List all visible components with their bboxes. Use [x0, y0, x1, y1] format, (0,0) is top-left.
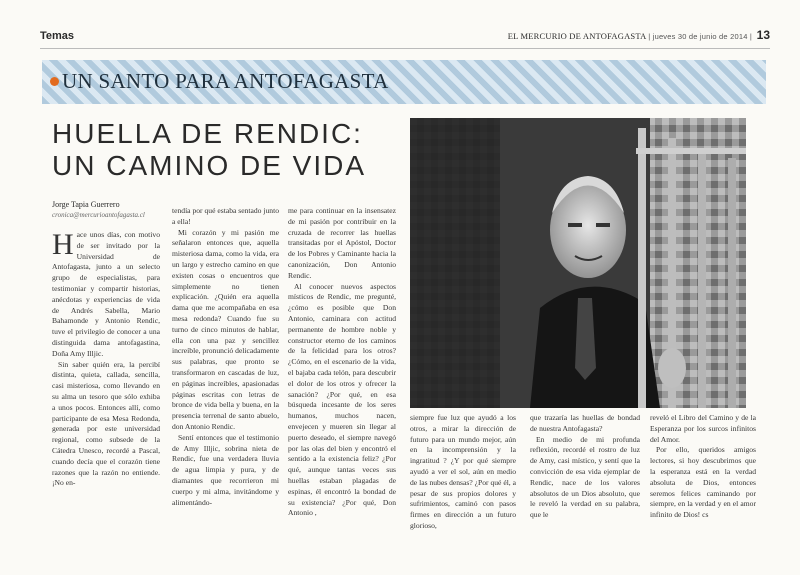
paragraph: Por ello, queridos amigos lectores, si hoy descubrimos que la esperanza está en la verdad absoluta de Dios, entonces seremos felices caminando por siempre, en la verdad y en el amor infinito de Dios! cs — [650, 445, 756, 520]
article-column-3 — [288, 206, 396, 540]
byline-author: Jorge Tapia Guerrero — [52, 200, 120, 209]
paragraph: que trazaría las huellas de bondad de nuestra Antofagasta? — [530, 413, 640, 433]
paragraph: tendía por qué estaba sentado junto a ella! — [172, 206, 279, 226]
article-headline — [52, 118, 412, 182]
banner-title: UN SANTO PARA ANTOFAGASTA — [62, 69, 389, 93]
article-column-1 — [52, 230, 160, 540]
paragraph: Al conocer nuevos aspectos místicos de Rendic, me pregunté, ¿cómo es posible que Don Antonio, caminara con actitud permanente de hombre noble y constructor eterno de los caminos de la felicidad para los otros? ¿Cómo, en el escenario de la vida, el bajaba cada telón, para descubrir el dolor de los otros y ofrecer la sanación? ¿Por qué, en esa búsqueda incesante de los seres humanos, muchos nacen, envejecen y mueren sin llegar al puerto deseado, el siempre navegó por las olas del bien y encontró el sentido a la existencia feliz? ¿Por qué, aunque tantas veces sus huellas estaban plagadas de espinas, él encontró la bondad de su existencia? ¿Por qué, Don Antonio , — [288, 281, 396, 518]
bullet-icon — [50, 77, 59, 86]
section-name: Temas — [40, 30, 75, 42]
paragraph: Mi corazón y mi pasión me señalaron entonces que, aquella misteriosa dama, como la vida, era un largo y estrecho camino en que existen cosas o encuentros que simplemente no tienen explicación. ¿Quién era aquella dama que me acompañaba en esa mesa redonda? Cuando fue su turno de cinco minutos de hablar, ella con una paz y sencillez increíble, pronunció delicadamente sus palabras, que pronto se transformaron en cascadas de luz, en páginas increíbles, apasionadas páginas escritas con letras de bronce de vida bella y buena, en la presencia terrenal de santo abuelo, don Antonio Rendic. — [172, 227, 279, 431]
paragraph: Sentí entonces que el testimonio de Amy Illjic, sobrina nieta de Rendic, fue una verdadera lluvia de agua limpia y pura, y de diamantes que recorrieron mi cuerpo y mi alma, invitándome y alimentándo- — [172, 432, 279, 507]
paragraph: siempre fue luz que ayudó a los otros, a mirar la dirección de futuro para un mundo mejor, aún en la incomprensión y la ingratitud ? ¿Y por qué siempre ayudó a ver el sol, aún en medio de las nubes densas? ¿Por qué él, a pesar de sus propios dolores y sufrimientos, caminó con pasos firmes en dirección a un futuro glorioso, — [410, 413, 516, 530]
drop-cap: H — [52, 228, 74, 261]
article-column-4 — [410, 413, 516, 543]
section-banner — [42, 60, 766, 104]
portrait-image — [410, 118, 746, 408]
masthead — [508, 31, 752, 41]
headline-line-1: HUELLA DE RENDIC: — [52, 118, 363, 149]
paragraph: reveló el Libro del Camino y de la Esperanza por los surcos infinitos del Amor. — [650, 413, 756, 444]
page-header — [40, 26, 770, 49]
byline-email: cronica@mercurioantofagasta.cl — [52, 211, 145, 219]
masthead-name: EL MERCURIO DE ANTOFAGASTA — [507, 31, 646, 41]
paragraph: En medio de mi profunda reflexión, recordé el rostro de luz de Amy, casi místico, y sentí que la convicción de esa vida ejemplar de Rendic, nace de los valores absolutos de un Dios absoluto, que le reveló la verdad en su palabra, que le — [530, 434, 640, 520]
masthead-date: | jueves 30 de junio de 2014 | — [648, 32, 752, 41]
article-column-6 — [650, 413, 756, 543]
paragraph: Sin saber quién era, la percibí distinta, quieta, callada, sencilla, casi misteriosa, como llevando en su alma un tesoro que sólo exhiba a unos pocos. Entonces allí, como participante de esa Mesa Redonda, generada por este universidad regional, como subsede de la Cátedra Unesco, recordé a Pascal, cuando decía que el corazón tiene razones que la razón no entiende. ¡No en- — [52, 359, 160, 488]
paragraph: ace unos días, con motivo de ser invitado por la Universidad de Antofagasta, junto a un selecto grupo de especialistas, para testimoniar y compartir historias, anécdotas y experiencias de vida de Andrés Sabella, Mario Bahamonde y Antonio Rendic, tuve el privilegio de conocer a una distinguida dama antofagastina, Doña Amy Illjic. — [52, 230, 160, 358]
paragraph: me para continuar en la insensatez de mi pasión por contribuir en la cruzada de recorrer las huellas transitadas por el Apóstol, Doctor de los Pobres y Caminante hacia la canonización, Don Antonio Rendic. — [288, 206, 396, 280]
article-photo — [410, 118, 746, 408]
article-column-2 — [172, 206, 279, 540]
page-number: 13 — [756, 28, 770, 42]
article-column-5 — [530, 413, 640, 543]
headline-line-2: UN CAMINO DE VIDA — [52, 150, 367, 181]
